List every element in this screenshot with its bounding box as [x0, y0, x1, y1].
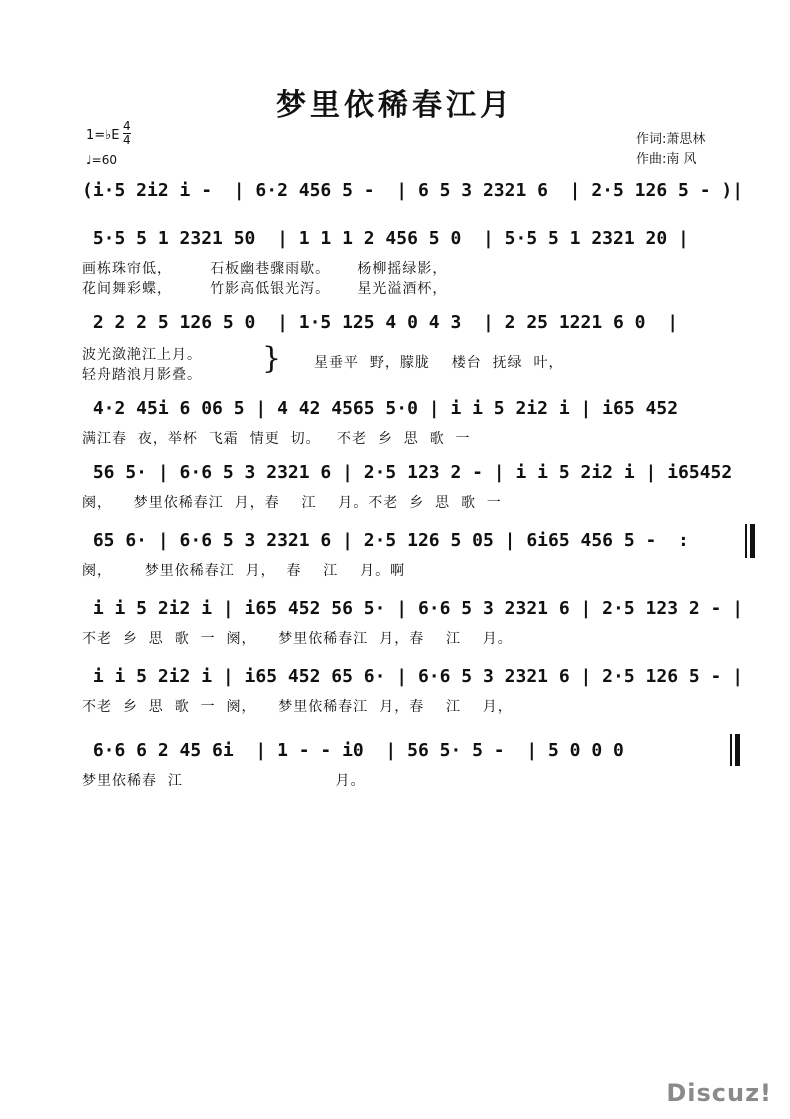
verse-brace: } — [262, 341, 282, 376]
lyric-line: 梦里依稀春 江 月。 — [82, 773, 366, 789]
lyric-line: 阕， 梦里依稀春江 月， 春 江 月。啊 — [82, 563, 406, 579]
notation-line: 2 2 2 5 126 5 0 | 1·5 125 4 0 4 3 | 2 25 1221 6 0 | — [82, 312, 679, 333]
meter-top: 4 — [123, 119, 131, 133]
notation-line: 65 6· | 6·6 5 3 2321 6 | 2·5 126 5 05 | 6i65 456 5 - : — [82, 530, 689, 551]
lyric-verse-1: 画栋珠帘低， 石板幽巷骤雨歇。 杨柳摇绿影， — [82, 261, 448, 277]
notation-line: 4·2 45i 6 06 5 | 4 42 4565 5·0 | i i 5 2i2 i | i65 452 — [82, 398, 679, 419]
repeat-barline-thin — [745, 524, 747, 558]
lyric-line: 不老 乡 思 歌 一 阕， 梦里依稀春江 月，春 江 月， — [82, 699, 513, 715]
notation-line: i i 5 2i2 i | i65 452 56 5· | 6·6 5 3 2321 6 | 2·5 123 2 - | — [82, 598, 744, 619]
notation-line: (i·5 2i2 i - | 6·2 456 5 - | 6 5 3 2321 6 | 2·5 126 5 - )| — [82, 180, 744, 201]
repeat-barline-thick — [750, 524, 755, 558]
lyric-line: 满江春 夜，举杯 飞霜 情更 切。 不老 乡 思 歌 一 — [82, 431, 471, 447]
lyric-line: 阕， 梦里依稀春江 月，春 江 月。不老 乡 思 歌 一 — [82, 495, 502, 511]
tempo-marking: ♩=60 — [86, 153, 117, 167]
lyric-line: 不老 乡 思 歌 一 阕， 梦里依稀春江 月，春 江 月。 — [82, 631, 513, 647]
lyric-verse-2: 花间舞彩蝶， 竹影高低银光泻。 星光溢酒杯， — [82, 281, 448, 297]
lyric-verse-1: 波光潋滟江上月。 — [82, 347, 202, 363]
notation-line: 6·6 6 2 45 6i | 1 - - i0 | 56 5· 5 - | 5 0 0 0 — [82, 740, 624, 761]
final-barline-thin — [730, 734, 732, 766]
time-signature — [123, 120, 131, 147]
lyric-shared: 星垂平 野，朦胧 楼台 抚绿 叶， — [314, 355, 564, 371]
key-signature: 1=♭E — [86, 128, 120, 143]
meter-bottom: 4 — [123, 133, 131, 147]
notation-line: 5·5 5 1 2321 50 | 1 1 1 2 456 5 0 | 5·5 5 1 2321 20 | — [82, 228, 689, 249]
final-barline-thick — [735, 734, 740, 766]
lyric-verse-2: 轻舟踏浪月影叠。 — [82, 367, 202, 383]
notation-line: 56 5· | 6·6 5 3 2321 6 | 2·5 123 2 - | i i 5 2i2 i | i65452 — [82, 462, 733, 483]
notation-line: i i 5 2i2 i | i65 452 65 6· | 6·6 5 3 2321 6 | 2·5 126 5 - | — [82, 666, 744, 687]
composer-credit: 作曲:南 风 — [636, 152, 697, 167]
lyricist-credit: 作词:萧思林 — [636, 132, 706, 147]
song-title: 梦里依稀春江月 — [276, 88, 514, 123]
watermark-logo: Discuz! — [666, 1079, 772, 1107]
